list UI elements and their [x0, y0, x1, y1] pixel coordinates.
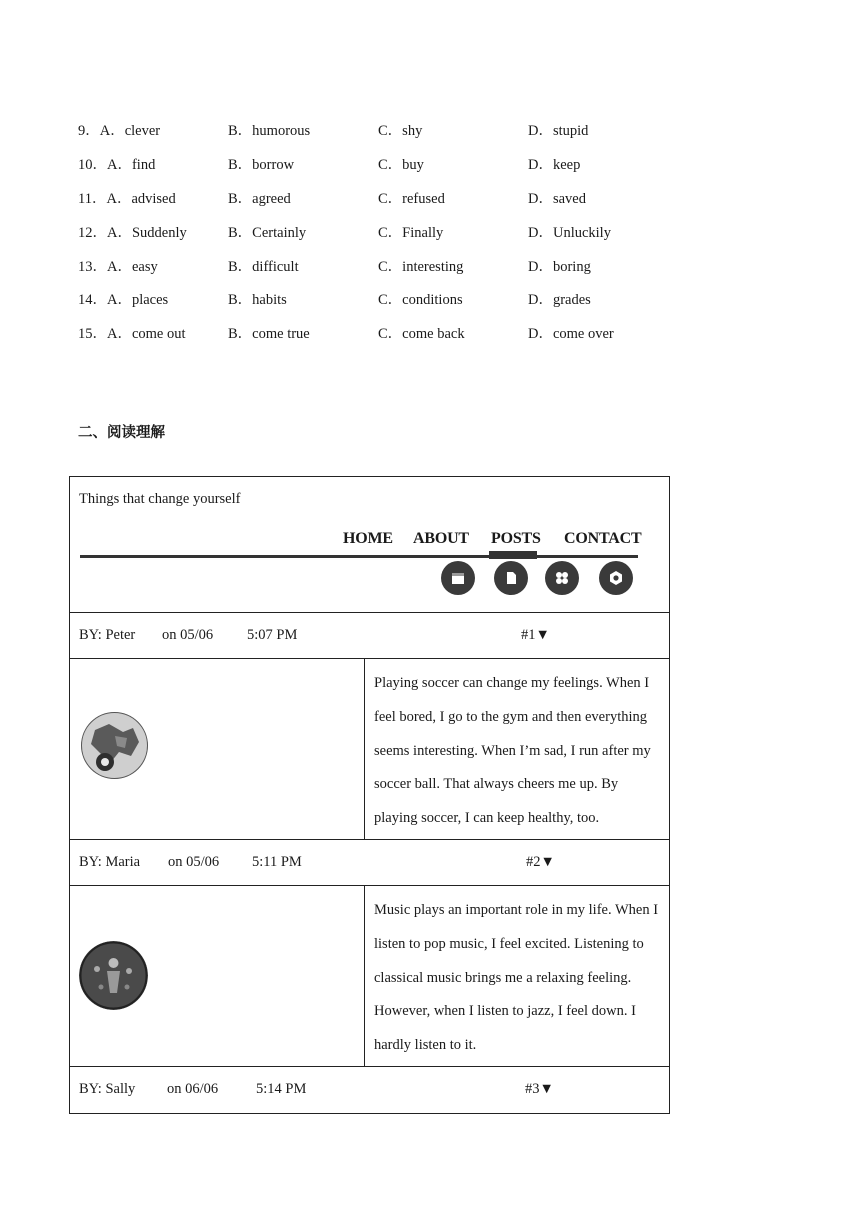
option-b: B．agreed: [228, 190, 291, 207]
option-row: [78, 282, 698, 316]
post-meta: [70, 1067, 669, 1113]
nav-home[interactable]: HOME: [343, 530, 393, 547]
post-text: Music plays an important role in my life. When I listen to pop music, I feel excited. Listening to classical music brings me a relaxing feeling. However, when I listen to jazz, I feel down. I hardly listen to it.: [374, 902, 659, 1054]
option-row: [78, 113, 698, 147]
site-header: [70, 477, 669, 613]
option-c: C．interesting: [378, 258, 464, 275]
post-author: BY: Sally: [79, 1081, 136, 1097]
option-a: 10．A．find: [78, 157, 156, 174]
grid-icon[interactable]: [545, 561, 579, 595]
post-content: [70, 659, 669, 840]
post-meta: [70, 840, 669, 886]
option-row: [78, 181, 698, 215]
option-c: C．conditions: [378, 292, 463, 309]
option-c: C．come back: [378, 326, 465, 343]
nav-posts[interactable]: POSTS: [491, 530, 541, 547]
avatar-music: [79, 941, 148, 1010]
option-row: [78, 316, 698, 350]
option-d: D．come over: [528, 326, 614, 343]
post-text: Playing soccer can change my feelings. When I feel bored, I go to the gym and then everything seems interesting. When I’m sad, I run after my soccer ball. That always cheers me up. By playing soccer, I can keep healthy, too.: [374, 675, 651, 827]
post-date: on 05/06: [168, 854, 220, 870]
option-row: [78, 147, 698, 181]
option-d: D．saved: [528, 190, 586, 207]
option-c: C．Finally: [378, 224, 444, 241]
option-b: B．difficult: [228, 258, 299, 275]
option-row: [78, 214, 698, 248]
avatar-cell: [70, 659, 365, 839]
option-c: C．shy: [378, 123, 423, 140]
option-d: D．keep: [528, 157, 581, 174]
option-b: B．come true: [228, 326, 310, 343]
post-meta: [70, 613, 669, 659]
post-author: BY: Maria: [79, 854, 141, 870]
avatar-cell: [70, 886, 365, 1066]
option-a: 14．A．places: [78, 292, 169, 309]
nav-contact[interactable]: CONTACT: [564, 530, 642, 547]
answer-options: [78, 113, 698, 350]
settings-icon[interactable]: [599, 561, 633, 595]
active-tab-marker: [489, 551, 537, 559]
nav-about[interactable]: ABOUT: [413, 530, 469, 547]
post-time: 5:14 PM: [256, 1081, 307, 1097]
post-content: [70, 886, 669, 1067]
blog-post-table: [69, 476, 670, 1114]
option-d: D．boring: [528, 258, 591, 275]
option-a: 11．A．advised: [78, 190, 176, 207]
option-d: D．stupid: [528, 123, 589, 140]
site-title: Things that change yourself: [79, 491, 241, 507]
option-a: 15．A．come out: [78, 326, 186, 343]
nav-divider: [80, 555, 638, 558]
option-b: B．humorous: [228, 123, 311, 140]
post-number[interactable]: #2▼: [526, 854, 555, 870]
post-time: 5:07 PM: [247, 627, 298, 643]
option-a: 9．A．clever: [78, 123, 161, 140]
option-c: C．buy: [378, 157, 424, 174]
post-time: 5:11 PM: [252, 854, 302, 870]
section-title: 二、阅读理解: [78, 425, 165, 441]
option-b: B．Certainly: [228, 224, 307, 241]
option-a: 13．A．easy: [78, 258, 158, 275]
post-author: BY: Peter: [79, 627, 136, 643]
option-d: D．grades: [528, 292, 591, 309]
option-b: B．habits: [228, 292, 287, 309]
post-number[interactable]: #1▼: [521, 627, 550, 643]
option-c: C．refused: [378, 190, 445, 207]
option-b: B．borrow: [228, 157, 295, 174]
option-d: D．Unluckily: [528, 224, 611, 241]
post-date: on 06/06: [167, 1081, 219, 1097]
post-date: on 05/06: [162, 627, 214, 643]
option-a: 12．A．Suddenly: [78, 224, 187, 241]
avatar-soccer: [81, 712, 148, 779]
calendar-icon[interactable]: [441, 561, 475, 595]
option-row: [78, 248, 698, 282]
document-icon[interactable]: [494, 561, 528, 595]
post-number[interactable]: #3▼: [525, 1081, 554, 1097]
